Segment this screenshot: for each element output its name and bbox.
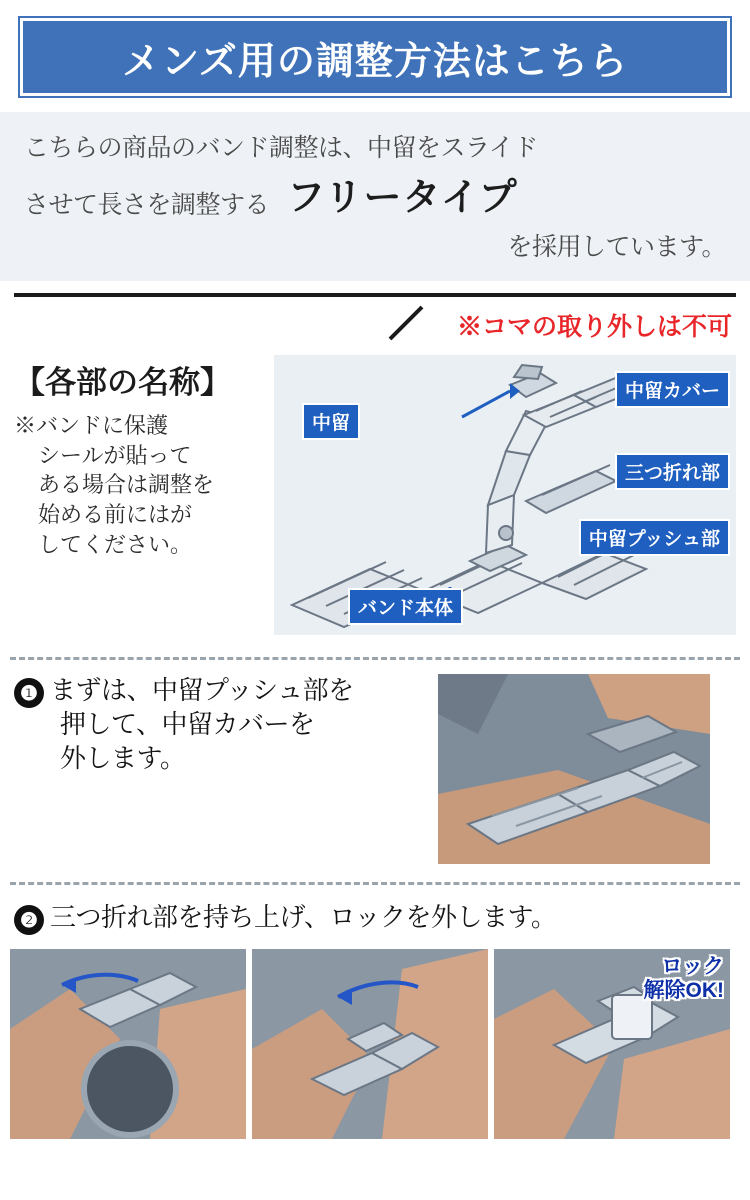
step-1-line: まずは、中留プッシュ部を [50,675,354,705]
label-band-body: バンド本体 [348,588,463,625]
step-1-text-block [14,674,434,775]
lock-release-badge [644,955,725,1003]
header-section [0,0,750,96]
step-2-photo-row [0,949,750,1139]
label-push-section: 中留プッシュ部 [579,519,730,556]
step-1-text [50,674,354,775]
parts-section [0,349,750,641]
divider-dashed-1 [10,657,740,660]
page-title: メンズ用の調整方法はこちら [122,40,628,83]
step-2-photo-2 [252,949,488,1139]
step-2-photo-3 [494,949,730,1139]
parts-note-line: ある場合は調整を [38,472,215,498]
intro-row-2 [24,166,726,221]
step-1-number: ❶ [14,678,44,708]
step-2-number: ❷ [14,905,44,935]
step-2-photo-1 [10,949,246,1139]
parts-note-line: してください。 [38,531,193,557]
label-triple-fold: 三つ折れ部 [615,453,730,490]
parts-diagram [274,355,736,635]
divider-dashed-2 [10,882,740,885]
label-middle-clasp: 中留 [302,403,360,440]
step-1-line: 押して、中留カバーを [60,708,315,739]
lock-release-badge-line: 解除OK! [643,979,724,1003]
label-middle-clasp-cover: 中留カバー [615,371,730,408]
intro-highlight-free-type: フリータイプ [287,177,518,219]
parts-note [14,411,264,559]
step-1-photo-illustration [438,674,710,864]
notice-text: ※コマの取り外しは不可 [456,313,732,341]
step-2-photo-1-illustration [10,949,246,1139]
intro-line-2: させて長さを調整する [24,191,270,219]
header-banner [20,18,730,96]
step-2-line: 三つ折れ部を持ち上げ、ロックを外します。 [50,902,557,932]
step-1-photo [438,674,710,864]
step-2-head [14,901,736,935]
parts-note-line: シールが貼って [38,442,192,468]
step-2-text [50,901,556,935]
divider-solid [14,293,736,297]
notice-row [0,301,750,345]
intro-line-1: こちらの商品のバンド調整は、中留をスライド [24,134,538,162]
step-1-head [14,674,434,775]
slash-mark-icon [388,305,424,341]
step-1-line: 外します。 [60,742,186,773]
step-2-photo-2-illustration [252,949,488,1139]
parts-heading: 【各部の名称】 [14,365,231,400]
intro-block [0,112,750,281]
parts-note-line: 始める前にはが [38,502,193,528]
step-2 [0,901,750,935]
lock-release-badge-line: ロック [661,955,724,978]
step-1 [0,674,750,864]
parts-note-line: ※バンドに保護 [14,413,169,438]
intro-line-3: を採用しています。 [507,233,726,261]
